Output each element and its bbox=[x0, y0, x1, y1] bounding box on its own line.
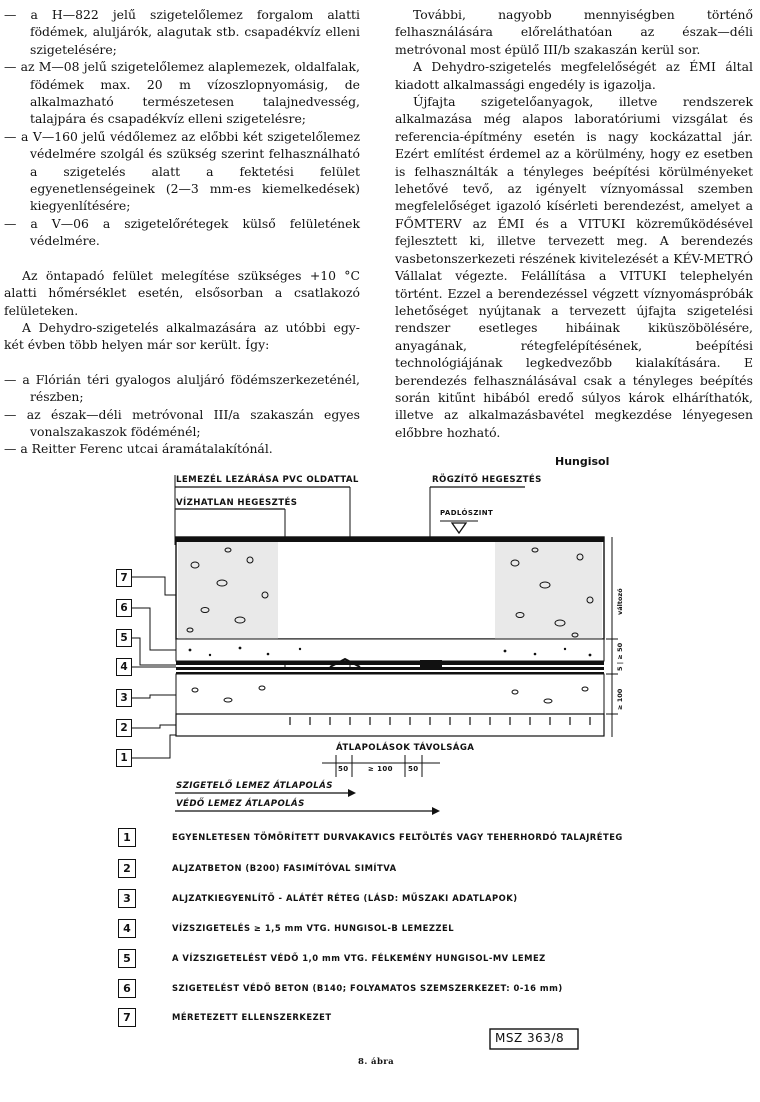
dim-50a: 50 bbox=[338, 765, 349, 773]
figure-section bbox=[0, 445, 760, 1102]
figure-caption: 8. ábra bbox=[358, 1057, 395, 1067]
list-item: — a Reitter Ferenc utcai áramátalakítónál. bbox=[4, 441, 273, 457]
side-number: 1 bbox=[116, 749, 132, 767]
legend-number: 4 bbox=[118, 919, 136, 938]
paragraph: További, nagyobb mennyiségben történő felhasználására előreláthatóan az észak—déli metróvonal most épülő III/b szakaszán kerül sor. bbox=[395, 7, 753, 57]
legend-text: VÍZSZIGETELÉS ≥ 1,5 mm VTG. HUNGISOL-B LEMEZZEL bbox=[172, 923, 455, 933]
legend-number: 1 bbox=[118, 828, 136, 847]
list-item: — a H—822 jelű szigetelőlemez forgalom alatti födémek, aluljárók, alagutak stb. csapadékvíz elleni szigetelésére; bbox=[4, 7, 360, 57]
list-item: — a Flórián téri gyalogos aluljáró födémszerkezeténél, részben; bbox=[4, 371, 360, 405]
legend-number: 2 bbox=[118, 859, 136, 878]
dim-right-low: ≥ 100 bbox=[616, 688, 624, 710]
dim-50b: 50 bbox=[408, 765, 419, 773]
paragraph: A Dehydro-szigetelés alkalmazására az utóbbi egy-két évben több helyen már sor került. Így: bbox=[4, 319, 360, 353]
dim-100: ≥ 100 bbox=[368, 765, 393, 773]
legend-text: MÉRETEZETT ELLENSZERKEZET bbox=[172, 1012, 332, 1022]
label-rogzito: RÖGZÍTŐ HEGESZTÉS bbox=[432, 475, 542, 485]
left-text-column bbox=[4, 6, 360, 458]
brand-label: Hungisol bbox=[555, 455, 610, 468]
legend-text: A VÍZSZIGETELÉST VÉDŐ 1,0 mm VTG. FÉLKEMÉNY HUNGISOL-MV LEMEZ bbox=[172, 953, 546, 963]
side-number: 3 bbox=[116, 689, 132, 707]
legend-number: 6 bbox=[118, 979, 136, 998]
label-insulation-overlap: SZIGETELŐ LEMEZ ÁTLAPOLÁS bbox=[176, 781, 333, 791]
side-number: 4 bbox=[116, 658, 132, 676]
dim-right-mid: 5 | ≥ 50 bbox=[616, 642, 624, 671]
label-overlap-distance: ÁTLAPOLÁSOK TÁVOLSÁGA bbox=[336, 743, 475, 753]
legend-number: 5 bbox=[118, 949, 136, 968]
dim-valtozo: változó bbox=[616, 588, 624, 615]
section-drawing bbox=[0, 445, 760, 1102]
list-item: — a V—160 jelű védőlemez az előbbi két szigetelőlemez védelmére szolgál és szükség szerint felhasználható a szigetelés alatt a fektetési felület egyenetlenségeinek (2—3 mm-es kiemelkedések) kiegyenlítésére; bbox=[4, 128, 360, 214]
side-number: 6 bbox=[116, 599, 132, 617]
paragraph: A Dehydro-szigetelés megfelelőségét az ÉMI által kiadott alkalmassági engedély is igazolja. bbox=[395, 59, 753, 92]
legend-text: EGYENLETESEN TÖMÖRÍTETT DURVAKAVICS FELTÖLTÉS VAGY TEHERHORDÓ TALAJRÉTEG bbox=[172, 832, 623, 842]
legend-text: ALJZATKIEGYENLÍTŐ - ALÁTÉT RÉTEG (LÁSD: MŰSZAKI ADATLAPOK) bbox=[172, 893, 518, 903]
list-item: — a V—06 a szigetelőrétegek külső felületének védelmére. bbox=[4, 215, 360, 249]
paragraph: Az öntapadó felület melegítése szükséges +10 °C alatti hőmérséklet esetén, elsősorban a csatlakozó felületeken. bbox=[4, 267, 360, 318]
label-pvc: LEMEZÉL LEZÁRÁSA PVC OLDATTAL bbox=[176, 475, 359, 485]
label-padloszint: PADLÓSZINT bbox=[440, 509, 494, 517]
label-protective-overlap: VÉDŐ LEMEZ ÁTLAPOLÁS bbox=[176, 799, 305, 809]
paragraph: Újfajta szigetelőanyagok, illetve rendszerek alkalmazása még alapos laboratóriumi vizsgálat és referencia-építmény esetén is nagy kockázattal jár. Ezért említést érdemel az a körülmény, hogy ez esetben is felhasználták a tényleges beépítési körülményeket lehetővé tevő, az igényelt víznyomással szemben megfelelőséget igazoló kísérleti berendezést, amelyet a FŐMTERV az ÉMI és a VITUKI közreműködésével fejlesztett ki, illetve tervezett meg. A berendezés vasbetonszerkezeti részének kivitelezését a KÉV-METRÓ Vállalat végezte. Felállítása a VITUKI telephelyén történt. Ezzel a berendezéssel végzett víznyomáspróbák lehetőséget nyújtanak a tervezett újfajta szigetelési rendszer esetleges hibáinak kiküszöbölésére, anyagának, rétegfelépítésének, beépítési technológiájának legkedvezőbb kialakítására. E berendezés felhasználásával csak a tényleges beépítés során kitűnt hibából eredő súlyos károk elháríthatók, illetve az alkalmazásbavétel megkezdése lényegesen előbbre hozható. bbox=[395, 94, 754, 440]
list-item: — az M—08 jelű szigetelőlemez alaplemezek, oldalfalak, födémek max. 20 m vízoszlopnyomásig, de alkalmazható természetesen talajnedvesség, talajpára és csapadékvíz elleni szigetelésre; bbox=[4, 59, 360, 127]
side-number: 5 bbox=[116, 629, 132, 647]
side-number: 7 bbox=[116, 569, 132, 587]
label-vizhatlan: VÍZHATLAN HEGESZTÉS bbox=[176, 498, 298, 508]
standard-label: MSZ 363/8 bbox=[495, 1031, 565, 1045]
legend-number: 3 bbox=[118, 889, 136, 908]
side-number: 2 bbox=[116, 719, 132, 737]
right-text-column bbox=[395, 6, 753, 441]
legend-number: 7 bbox=[118, 1008, 136, 1027]
legend-text: ALJZATBETON (B200) FASIMÍTÓVAL SIMÍTVA bbox=[172, 863, 397, 873]
list-item: — az észak—déli metróvonal III/a szakaszán egyes vonalszakaszok födéménél; bbox=[4, 406, 360, 439]
legend-text: SZIGETELÉST VÉDŐ BETON (B140; FOLYAMATOS SZEMSZERKEZET: 0-16 mm) bbox=[172, 983, 563, 993]
